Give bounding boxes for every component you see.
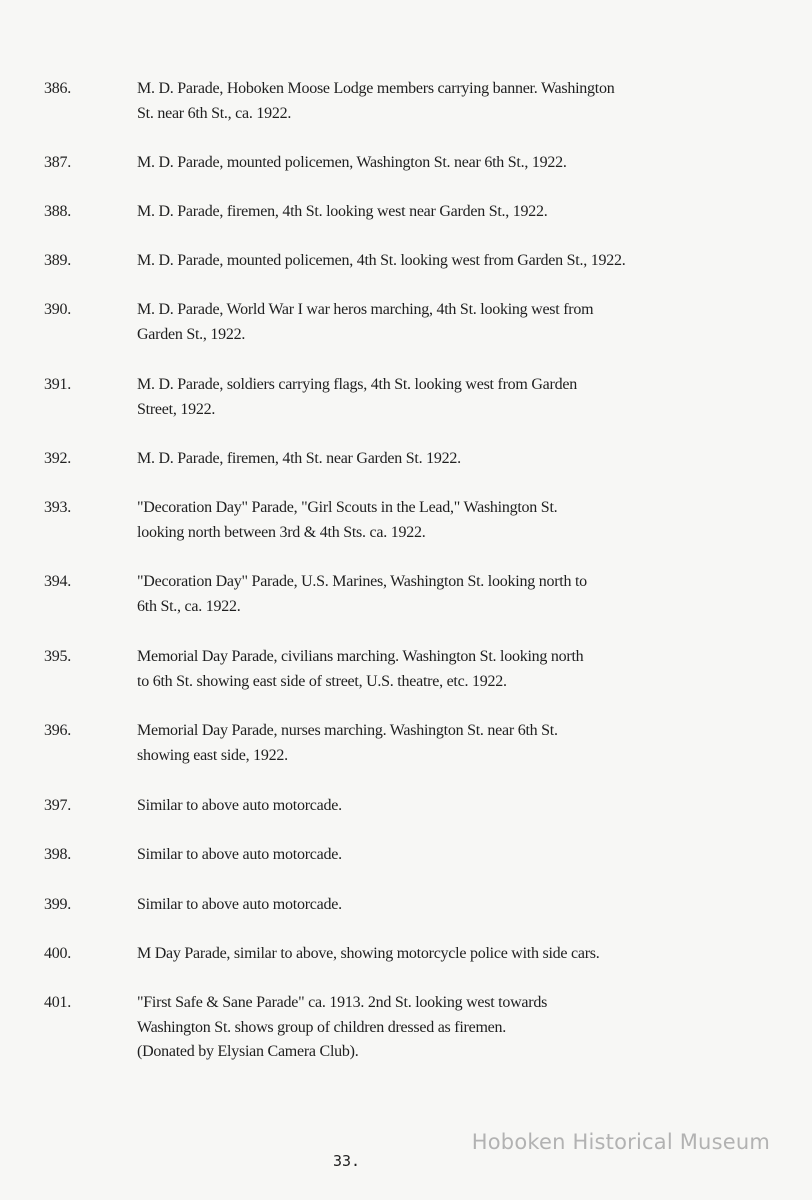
entry-number: 389. <box>44 252 71 269</box>
entry-number: 396. <box>44 722 71 739</box>
entry-description <box>137 200 697 225</box>
entry-line: M Day Parade, similar to above, showing motorcycle police with side cars. <box>137 945 600 962</box>
entry-description <box>137 298 697 347</box>
entry-line: M. D. Parade, firemen, 4th St. near Garden St. 1922. <box>137 450 461 467</box>
entry-number: 392. <box>44 450 71 467</box>
entry-line: M. D. Parade, World War I war heros marching, 4th St. looking west from <box>137 301 594 318</box>
entry-line: Memorial Day Parade, civilians marching. Washington St. looking north <box>137 648 584 665</box>
entry-description <box>137 447 697 472</box>
entry-line: "Decoration Day" Parade, "Girl Scouts in the Lead," Washington St. <box>137 499 558 516</box>
entry-number: 387. <box>44 154 71 171</box>
entry-line: Street, 1922. <box>137 400 216 418</box>
entry-description <box>137 893 697 918</box>
entry-line: (Donated by Elysian Camera Club). <box>137 1043 359 1060</box>
entry-line: M. D. Parade, soldiers carrying flags, 4th St. looking west from Garden <box>137 376 577 393</box>
watermark: Hoboken Historical Museum <box>471 1130 770 1154</box>
entry-description <box>137 991 697 1065</box>
entry-description <box>137 249 697 274</box>
entry-line: Memorial Day Parade, nurses marching. Washington St. near 6th St. <box>137 722 558 739</box>
entry-description <box>137 496 697 545</box>
entry-number: 393. <box>44 499 71 516</box>
entry-description <box>137 719 697 768</box>
entry-line: M. D. Parade, mounted policemen, Washington St. near 6th St., 1922. <box>137 154 567 171</box>
entry-description <box>137 373 697 422</box>
entry-line: 6th St., ca. 1922. <box>137 597 241 615</box>
entry-line: showing east side, 1922. <box>137 746 288 764</box>
entry-number: 395. <box>44 648 71 665</box>
entry-number: 398. <box>44 846 71 863</box>
entry-number: 386. <box>44 80 71 97</box>
entry-number: 397. <box>44 797 71 814</box>
entry-number: 399. <box>44 896 71 913</box>
entry-number: 400. <box>44 945 71 962</box>
entry-number: 394. <box>44 573 71 590</box>
entry-line: St. near 6th St., ca. 1922. <box>137 104 292 122</box>
entry-line: M. D. Parade, Hoboken Moose Lodge members carrying banner. Washington <box>137 80 615 97</box>
entry-description <box>137 794 697 819</box>
entry-line: M. D. Parade, firemen, 4th St. looking west near Garden St., 1922. <box>137 203 548 220</box>
entry-line: to 6th St. showing east side of street, U.S. theatre, etc. 1922. <box>137 672 507 690</box>
entry-line: Similar to above auto motorcade. <box>137 846 342 863</box>
entry-description <box>137 570 697 619</box>
entry-description <box>137 645 697 694</box>
entry-line: Washington St. shows group of children dressed as firemen. <box>137 1018 507 1036</box>
entry-description <box>137 843 697 868</box>
entry-line: M. D. Parade, mounted policemen, 4th St. looking west from Garden St., 1922. <box>137 252 626 269</box>
entry-description <box>137 151 697 176</box>
entry-number: 390. <box>44 301 71 318</box>
page-number: 33. <box>333 1152 361 1170</box>
entry-line: Similar to above auto motorcade. <box>137 896 342 913</box>
entry-line: Garden St., 1922. <box>137 325 246 343</box>
entry-number: 401. <box>44 994 71 1011</box>
entry-description <box>137 942 697 967</box>
entry-line: "First Safe & Sane Parade" ca. 1913. 2nd St. looking west towards <box>137 994 548 1011</box>
entry-number: 391. <box>44 376 71 393</box>
entry-line: looking north between 3rd & 4th Sts. ca. 1922. <box>137 523 426 541</box>
entry-line: "Decoration Day" Parade, U.S. Marines, Washington St. looking north to <box>137 573 587 590</box>
entry-line: Similar to above auto motorcade. <box>137 797 342 814</box>
entry-description <box>137 77 697 126</box>
entry-number: 388. <box>44 203 71 220</box>
